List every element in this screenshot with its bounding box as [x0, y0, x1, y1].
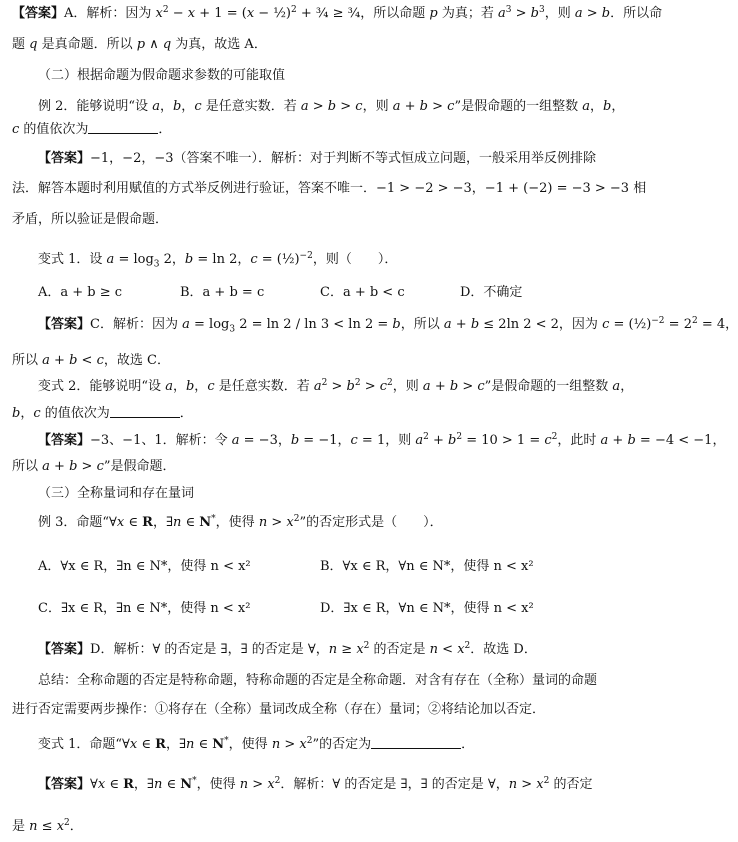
answer-paragraph: 【答案】−3、−1、1．解析：令 a = −3，b = −1，c = 1，则 $a^2 + b^2 = 10 > 1 = c^2$，此时 a + b = −4 < −1，: [38, 432, 726, 448]
answer-paragraph: 【答案】−1，−2，−3（答案不唯一）．解析：对于判断不等式恒成立问题，一般采用举反例排除: [38, 151, 597, 166]
answer-paragraph: 所以 a + b < c，故选 C．: [12, 353, 170, 368]
summary-paragraph: 总结：全称命题的否定是特称命题，特称命题的否定是全称命题．对含有存在（全称）量词的命题: [38, 673, 598, 688]
answer-paragraph: 【答案】A．解析：因为 $x^2 - x + 1 = (x$ − ½)$^2$ + ¾ ≥ ¾，所以命题 p 为真；若 $a^3 > b^3$，则 a > b．所以命: [12, 5, 663, 21]
variant-question: 变式 1．命题“∀x ∈ R，∃n ∈ N*，使得 $n > x^2$”的否定为 ．: [38, 736, 475, 752]
example-question: 例 2．能够说明“设 a，b，c 是任意实数．若 a > b > c，则 a + b > c”是假命题的一组整数 a，b，: [38, 99, 625, 114]
option-d: D．不确定: [460, 285, 523, 300]
example-question: c 的值依次为 ．: [12, 122, 172, 137]
option-c: C．a + b < c: [320, 285, 405, 300]
answer-paragraph: 所以 a + b > c”是假命题．: [12, 459, 176, 474]
variant-question: 变式 2．能够说明“设 a，b，c 是任意实数．若 $a^2 > b^2 > c^2$，则 a + b > c”是假命题的一组整数 a，: [38, 378, 634, 394]
answer-paragraph: 法．解答本题时利用赋值的方式举反例进行验证，答案不唯一．−1 > −2 > −3，−1 + (−2) = −3 > −3 相: [12, 181, 647, 196]
answer-paragraph: 题 q 是真命题．所以 p ∧ q 为真，故选 A．: [12, 37, 267, 52]
option-a: A．a + b ≥ c: [38, 285, 123, 300]
option-b: B．∀x ∈ R，∀n ∈ N*，使得 n < x²: [320, 559, 534, 574]
answer-paragraph: 是 $n \le x^2$．: [12, 818, 83, 834]
option-d: D．∃x ∈ R，∀n ∈ N*，使得 n < x²: [320, 601, 534, 616]
summary-paragraph: 进行否定需要两步操作：①将存在（全称）量词改成全称（存在）量词；②将结论加以否定．: [12, 702, 546, 717]
answer-paragraph: 矛盾，所以验证是假命题．: [12, 212, 169, 227]
option-b: B．a + b = c: [180, 285, 265, 300]
variant-question: 变式 1．设 $a = \log_3 2$，b = ln 2，c = (½)$^{-2}$，则（ ）．: [38, 251, 398, 270]
answer-paragraph: 【答案】C．解析：因为 $a = \log_3 2 = \ln 2 / \ln 3 < \ln 2 = b$，所以 a + b ≤ 2ln 2 < 2，因为 c = (½)$^{-2}$ = $2^2 = 4$，: [38, 316, 738, 335]
variant-question: b，c 的值依次为 ．: [12, 406, 193, 421]
example-question: 例 3．命题“∀x ∈ R，∃n ∈ N*，使得 $n > x^2$”的否定形式是（ ）．: [38, 514, 443, 530]
option-a: A．∀x ∈ R，∃n ∈ N*，使得 n < x²: [38, 559, 251, 574]
answer-paragraph: 【答案】D．解析：∀ 的否定是 ∃，∃ 的否定是 ∀，$n \ge x^2$ 的否定是 $n < x^2$．故选 D．: [38, 641, 537, 657]
option-c: C．∃x ∈ R，∃n ∈ N*，使得 n < x²: [38, 601, 251, 616]
answer-paragraph: 【答案】∀x ∈ R，∃n ∈ N*，使得 $n > x^2$．解析：∀ 的否定是 ∃，∃ 的否定是 ∀，$n > x^2$ 的否定: [38, 776, 593, 792]
section-heading: （三）全称量词和存在量词: [38, 486, 195, 501]
section-heading: （二）根据命题为假命题求参数的可能取值: [38, 68, 286, 83]
